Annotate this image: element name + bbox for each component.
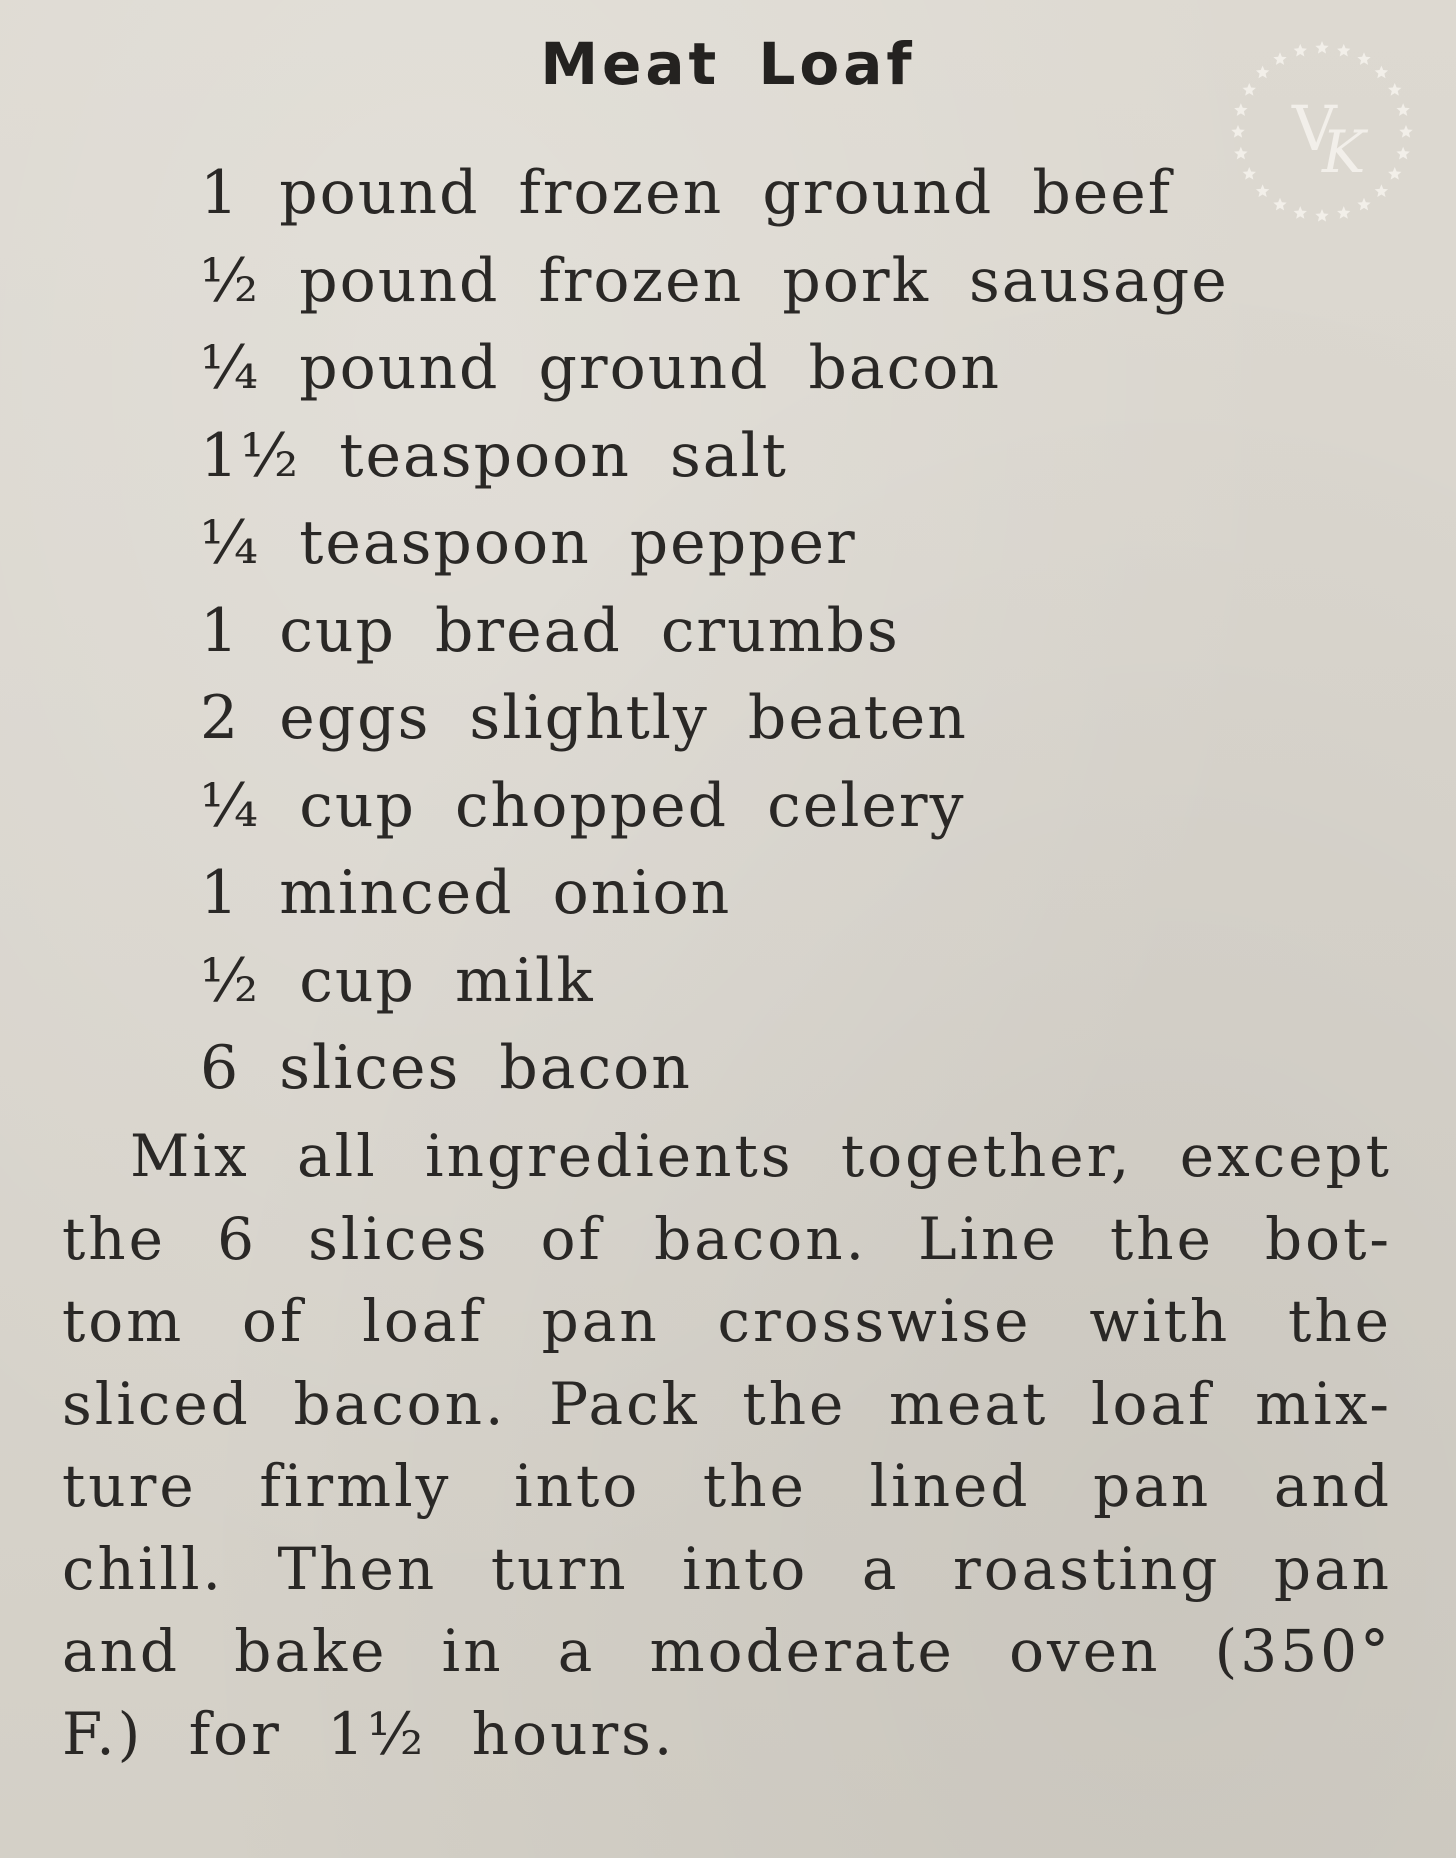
ingredient-item: 1 cup bread crumbs	[200, 595, 900, 666]
logo-star	[1396, 103, 1409, 116]
logo-star	[1375, 184, 1388, 197]
logo-star	[1388, 83, 1401, 96]
logo-star	[1388, 167, 1401, 180]
logo-star	[1231, 125, 1244, 138]
ingredient-item: ¼ pound ground bacon	[200, 333, 1002, 403]
instruction-line: Mix all ingredients together, except	[130, 1122, 1392, 1190]
ingredient-item: ¼ cup chopped celery	[200, 770, 966, 841]
logo-letter-k: K	[1322, 118, 1366, 186]
ingredient-item: 1½ teaspoon salt	[200, 420, 788, 491]
instructions-paragraph	[62, 1115, 1392, 1775]
logo-star	[1273, 198, 1286, 211]
instruction-line: F.) for 1½ hours.	[62, 1699, 676, 1768]
logo-star	[1315, 209, 1328, 222]
ingredient-item: ¼ teaspoon pepper	[200, 508, 857, 578]
ingredient-item: ½ cup milk	[200, 945, 595, 1016]
star-ring-monogram-icon	[1222, 32, 1422, 232]
instruction-line: and bake in a moderate oven (350°	[62, 1617, 1392, 1685]
logo-star	[1256, 184, 1269, 197]
logo-star	[1234, 147, 1247, 160]
ingredient-item: 2 eggs slightly beaten	[200, 683, 968, 753]
ingredients-list	[200, 150, 1229, 1113]
instruction-line: sliced bacon. Pack the meat loaf mix-	[62, 1369, 1392, 1438]
ingredient-item: ½ pound frozen pork sausage	[200, 245, 1229, 316]
instruction-line: the 6 slices of bacon. Line the bot-	[62, 1204, 1392, 1273]
ingredient-item: 1 pound frozen ground beef	[200, 158, 1172, 228]
logo-star	[1273, 52, 1286, 65]
ingredient-item: 6 slices bacon	[200, 1033, 692, 1103]
logo-star	[1337, 44, 1350, 57]
logo-star	[1243, 83, 1256, 96]
logo-star	[1357, 198, 1370, 211]
logo-star	[1256, 66, 1269, 79]
logo-letter-v: V	[1292, 92, 1337, 165]
instruction-line: tom of loaf pan crosswise with the	[62, 1287, 1392, 1355]
logo-star	[1337, 206, 1350, 219]
ingredient-item: 1 minced onion	[200, 858, 732, 928]
logo-star	[1399, 125, 1412, 138]
logo-star	[1375, 66, 1388, 79]
logo-star	[1243, 167, 1256, 180]
logo-star	[1357, 52, 1370, 65]
logo-star	[1234, 103, 1247, 116]
instruction-line: ture firmly into the lined pan and	[62, 1452, 1392, 1520]
logo-star	[1396, 147, 1409, 160]
logo-star	[1315, 41, 1328, 54]
recipe-title: Meat Loaf	[540, 30, 916, 98]
logo-star	[1294, 206, 1307, 219]
instruction-line: chill. Then turn into a roasting pan	[62, 1534, 1392, 1603]
logo-star	[1294, 44, 1307, 57]
